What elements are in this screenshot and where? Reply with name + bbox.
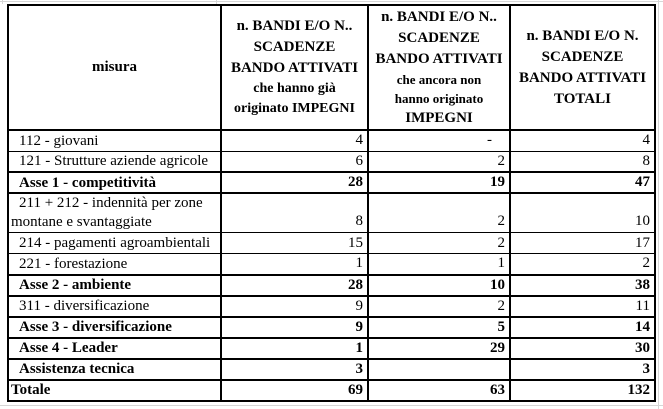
cell-value: 2 xyxy=(368,296,510,317)
header-line: IMPEGNI xyxy=(405,109,473,126)
cell-value: 28 xyxy=(221,172,368,193)
cell-value: 4 xyxy=(510,130,655,151)
table-row-211-212-indennita xyxy=(8,193,655,233)
cell-value: 10 xyxy=(368,275,510,296)
spreadsheet-gridline-right xyxy=(658,0,659,409)
cell-value: 69 xyxy=(221,380,368,401)
measures-table xyxy=(7,4,656,402)
row-label: Assistenza tecnica xyxy=(8,359,221,380)
header-row xyxy=(8,5,655,130)
cell-value: 8 xyxy=(510,151,655,172)
header-line: che hanno già xyxy=(253,81,336,96)
cell-value: 2 xyxy=(510,254,655,275)
table-row-214-pagamenti xyxy=(8,233,655,254)
cell-value: 6 xyxy=(221,151,368,172)
cell-value: 2 xyxy=(368,193,510,233)
cell-value: 47 xyxy=(510,172,655,193)
table-row-asse-3 xyxy=(8,317,655,338)
table-row-asse-4 xyxy=(8,338,655,359)
header-line: hanno originato xyxy=(394,90,484,106)
header-line: SCADENZE xyxy=(253,39,336,55)
table-row-asse-1 xyxy=(8,172,655,193)
header-line: BANDO ATTIVATI xyxy=(518,69,647,86)
row-label: 214 - pagamenti agroambientali xyxy=(8,233,221,254)
row-label: Asse 2 - ambiente xyxy=(8,275,221,296)
spreadsheet-gridline-bottom xyxy=(0,405,663,406)
spreadsheet-gridline-stub xyxy=(2,0,3,4)
cell-value: 1 xyxy=(221,254,368,275)
cell-value: 132 xyxy=(510,380,655,401)
cell-value: 29 xyxy=(368,338,510,359)
cell-value xyxy=(368,359,510,380)
cell-value: 8 xyxy=(221,193,368,233)
cell-value: 38 xyxy=(510,275,655,296)
column-header-misura xyxy=(8,5,221,130)
row-label: 211 + 212 - indennità per zone montane e svantaggiate xyxy=(8,193,221,233)
cell-value: 15 xyxy=(221,233,368,254)
table-row-311-diversificazione xyxy=(8,296,655,317)
cell-value: 2 xyxy=(368,233,510,254)
cell-value: 17 xyxy=(510,233,655,254)
cell-value: 63 xyxy=(368,380,510,401)
header-line: BANDO ATTIVATI xyxy=(230,60,359,76)
row-label: Asse 3 - diversificazione xyxy=(8,317,221,338)
cell-value: 3 xyxy=(510,359,655,380)
column-header-bandi-con-impegni xyxy=(221,5,368,130)
cell-value: - xyxy=(368,130,510,151)
cell-value: 14 xyxy=(510,317,655,338)
header-line: BANDO ATTIVATI xyxy=(375,50,503,67)
row-label: 121 - Strutture aziende agricole xyxy=(8,151,221,172)
table-row-assistenza-tecnica xyxy=(8,359,655,380)
header-line: SCADENZE xyxy=(541,48,624,65)
header-line: TOTALI xyxy=(554,90,611,107)
cell-value: 9 xyxy=(221,296,368,317)
header-label: misura xyxy=(92,59,137,75)
cell-value: 10 xyxy=(510,193,655,233)
spreadsheet-gridline-top xyxy=(0,1,663,2)
column-header-bandi-totali xyxy=(510,5,655,130)
cell-value: 9 xyxy=(221,317,368,338)
cell-value: 3 xyxy=(221,359,368,380)
cell-value: 1 xyxy=(221,338,368,359)
column-header-bandi-senza-impegni xyxy=(368,5,510,130)
header-line: n. BANDI E/O N. xyxy=(526,27,639,44)
table-row-totale xyxy=(8,380,655,401)
table-row-asse-2 xyxy=(8,275,655,296)
row-label: 221 - forestazione xyxy=(8,254,221,275)
cell-value: 28 xyxy=(221,275,368,296)
row-label: 311 - diversificazione xyxy=(8,296,221,317)
header-line: originato IMPEGNI xyxy=(234,101,355,116)
cell-value: 5 xyxy=(368,317,510,338)
cell-value: 2 xyxy=(368,151,510,172)
cell-value: 1 xyxy=(368,254,510,275)
row-label: Totale xyxy=(8,380,221,401)
cell-value: 19 xyxy=(368,172,510,193)
row-label: 112 - giovani xyxy=(8,130,221,151)
cell-value: 11 xyxy=(510,296,655,317)
table-row-121-strutture xyxy=(8,151,655,172)
header-line: n. BANDI E/O N.. xyxy=(236,18,353,34)
table-row-221-forestazione xyxy=(8,254,655,275)
row-label: Asse 4 - Leader xyxy=(8,338,221,359)
header-line: SCADENZE xyxy=(398,29,480,46)
cell-value: 4 xyxy=(221,130,368,151)
header-line: n. BANDI E/O N.. xyxy=(381,8,497,25)
row-label: Asse 1 - competitività xyxy=(8,172,221,193)
cell-value: 30 xyxy=(510,338,655,359)
table-row-112-giovani xyxy=(8,130,655,151)
header-line: che ancora non xyxy=(396,71,482,87)
